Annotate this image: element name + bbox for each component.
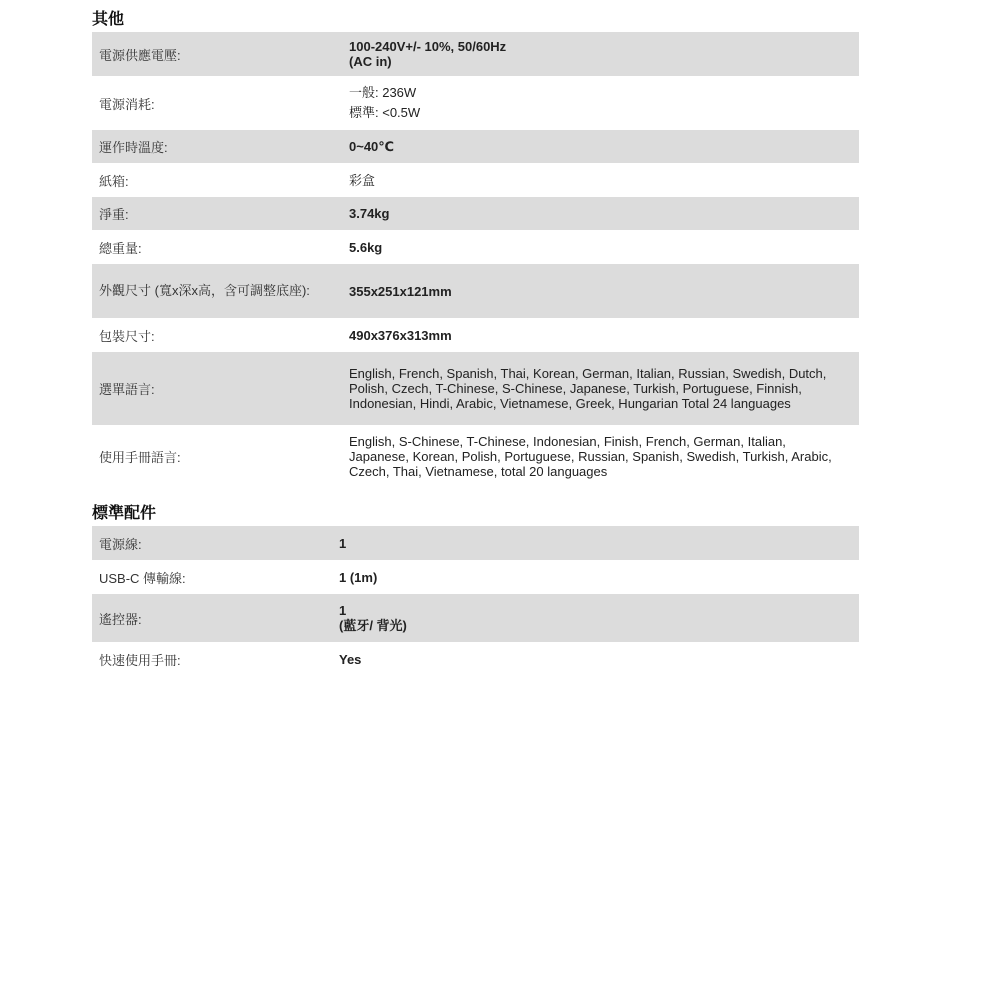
spec-label: 電源消耗: xyxy=(99,96,155,112)
spec-label: USB-C 傳輸線: xyxy=(99,570,186,586)
value-line: (藍牙/ 背光) xyxy=(339,618,407,633)
table-row xyxy=(92,642,859,676)
section-other xyxy=(92,8,859,488)
spec-table-accessories xyxy=(92,526,859,676)
spec-value xyxy=(343,32,859,76)
table-row xyxy=(92,76,859,130)
table-row xyxy=(92,352,859,425)
spec-value: English, French, Spanish, Thai, Korean, German, Italian, Russian, Swedish, Dutch, Polish, Czech, T-Chinese, S-Chinese, Japanese, Turkish, Portuguese, Finnish, Indonesian, Hindi, Arabic, Vietnamese, Greek, Hungarian Total 24 languages xyxy=(349,366,827,411)
spec-label: 運作時溫度: xyxy=(99,140,168,155)
table-row xyxy=(92,425,859,488)
spec-value: 1 (1m) xyxy=(339,569,378,585)
spec-value: 5.6kg xyxy=(349,239,383,255)
spec-label: 電源線: xyxy=(99,536,142,552)
spec-label: 遙控器: xyxy=(99,611,142,627)
value-line: (AC in) xyxy=(349,54,392,69)
table-row xyxy=(92,32,859,76)
spec-label: 包裝尺寸: xyxy=(99,328,155,344)
spec-value: 1 xyxy=(339,535,347,551)
spec-label: 快速使用手冊: xyxy=(99,652,181,668)
spec-label: 使用手冊語言: xyxy=(99,450,181,465)
spec-value: English, S-Chinese, T-Chinese, Indonesian, Finish, French, German, Italian, Japanese, Korean, Polish, Portuguese, Russian, Spanish, Swedish, Turkish, Arabic, Czech, Thai, Vietnamese, total 20 languages xyxy=(349,434,832,479)
table-row xyxy=(92,560,859,594)
table-row xyxy=(92,197,859,230)
section-title: 其他 xyxy=(92,11,125,28)
table-row xyxy=(92,526,859,560)
section-title: 標準配件 xyxy=(92,505,157,522)
table-row xyxy=(92,318,859,352)
spec-label: 淨重: xyxy=(99,207,129,222)
table-row xyxy=(92,230,859,264)
spec-value: Yes xyxy=(339,651,362,667)
spec-label: 選單語言: xyxy=(99,382,155,397)
spec-value: 490x376x313mm xyxy=(349,327,452,343)
table-row xyxy=(92,163,859,197)
spec-value xyxy=(343,76,859,130)
value-line: 1 xyxy=(339,603,347,618)
value-line: 標準: <0.5W xyxy=(349,105,421,120)
table-row xyxy=(92,130,859,163)
spec-label: 總重量: xyxy=(99,240,142,256)
spec-value: 355x251x121mm xyxy=(349,283,452,299)
value-line: 100-240V+/- 10%, 50/60Hz xyxy=(349,39,507,54)
spec-label: 紙箱: xyxy=(99,173,129,189)
spec-table-other xyxy=(92,32,859,488)
spec-label: 電源供應電壓: xyxy=(99,47,181,63)
spec-value: 3.74kg xyxy=(349,206,390,221)
section-standard-accessories xyxy=(92,502,859,676)
table-row xyxy=(92,264,859,318)
value-line: 一般: 236W xyxy=(349,85,417,100)
spec-value: 0~40℃ xyxy=(349,139,395,154)
spec-value: 彩盒 xyxy=(349,172,376,188)
spec-value xyxy=(333,594,859,642)
spec-label: 外觀尺寸 (寬x深x高，含可調整底座): xyxy=(99,283,310,298)
table-row xyxy=(92,594,859,642)
